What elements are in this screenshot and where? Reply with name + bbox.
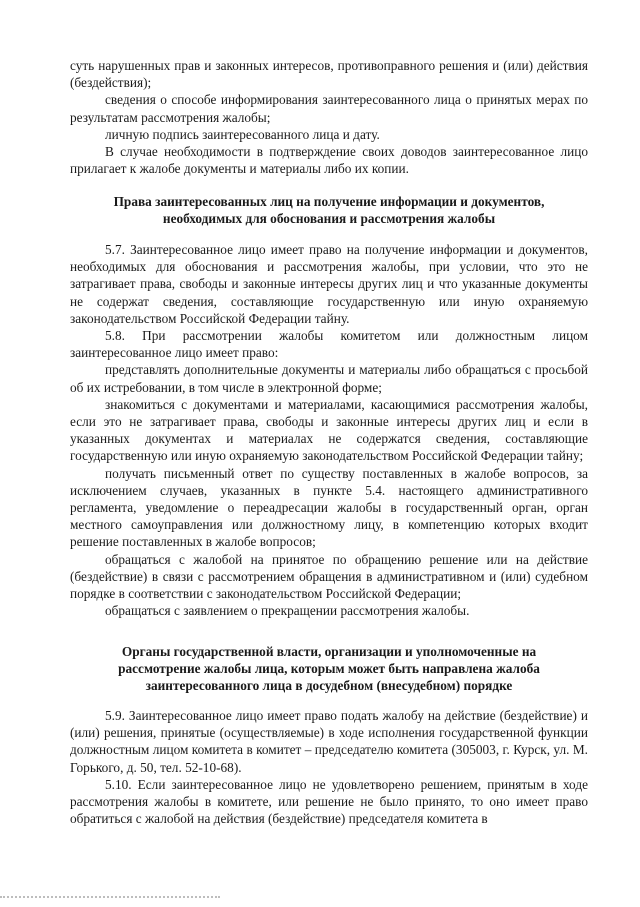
paragraph: 5.10. Если заинтересованное лицо не удовлетворено решением, принятым в ходе рассмотрения жалобы в комитете, или решение не было принято, то оно имеет право обратиться с жалобой на действия (бездействие) председателя комитета в bbox=[70, 776, 588, 827]
section-mid bbox=[70, 241, 588, 619]
section-bottom bbox=[70, 707, 588, 827]
paragraph: получать письменный ответ по существу поставленных в жалобе вопросов, за исключением случаев, указанных в пункте 5.4. настоящего административного регламента, уведомление о переадресации жалобы в государственный орган, орган местного самоуправления или должностному лицу, в компетенцию которых входит решение поставленных в жалобе вопросов; bbox=[70, 465, 588, 550]
heading-line: заинтересованного лица в досудебном (внесудебном) порядке bbox=[145, 678, 513, 694]
paragraph: В случае необходимости в подтверждение своих доводов заинтересованное лицо прилагает к жалобе документы и материалы либо их копии. bbox=[70, 144, 588, 177]
heading-line: Права заинтересованных лиц на получение информации и документов, bbox=[113, 194, 545, 209]
paragraph: суть нарушенных прав и законных интересов, противоправного решения и (или) действия (бездействия); bbox=[70, 58, 588, 91]
paragraph: 5.7. Заинтересованное лицо имеет право на получение информации и документов, необходимых для обоснования и рассмотрения жалобы, при условии, что это не затрагивает права, свободы и законные интересы других лиц и что указанные документы не содержат сведения, составляющие государственную или иную охраняемую законодательством Российской Федерации тайну. bbox=[70, 242, 588, 326]
paragraph: знакомиться с документами и материалами, касающимися рассмотрения жалобы, если это не затрагивает права, свободы и законные интересы других лиц и если в указанных документах и материалах не содержатся сведения, составляющие государственную или иную охраняемую законодательством Российской Федерации тайну; bbox=[70, 396, 588, 464]
paragraph: обращаться с жалобой на принятое по обращению решение или на действие (бездействие) в связи с рассмотрением обращения в административном и (или) судебном порядке в соответствии с законодательством Российской Федерации; bbox=[70, 551, 588, 602]
section-heading-rights bbox=[70, 193, 588, 227]
paragraph: сведения о способе информирования заинтересованного лица о принятых мерах по результатам рассмотрения жалобы; bbox=[70, 92, 588, 125]
section-heading bbox=[70, 193, 588, 227]
paragraph: обращаться с заявлением о прекращении рассмотрения жалобы. bbox=[105, 603, 470, 619]
section-top bbox=[70, 57, 588, 177]
scan-artifact-line bbox=[0, 896, 220, 907]
heading-line: необходимых для обоснования и рассмотрения жалобы bbox=[162, 211, 496, 227]
paragraph: представлять дополнительные документы и материалы либо обращаться с просьбой об их истребовании, в том числе в электронной форме; bbox=[70, 362, 588, 395]
paragraph: 5.8. При рассмотрении жалобы комитетом или должностным лицом заинтересованное лицо имеет право: bbox=[70, 328, 588, 361]
section-heading-organs bbox=[70, 643, 588, 695]
section-heading bbox=[70, 643, 588, 695]
paragraph: личную подпись заинтересованного лица и дату. bbox=[105, 126, 380, 142]
heading-line: рассмотрение жалобы лица, которым может быть направлена жалоба bbox=[118, 661, 540, 677]
heading-line: Органы государственной власти, организации и уполномоченные на bbox=[121, 644, 537, 659]
paragraph: 5.9. Заинтересованное лицо имеет право подать жалобу на действие (бездействие) и (или) решения, принятые (осуществляемые) в ходе исполнения государственной функции должностным лицом комитета в комитет – председателю комитета (305003, г. Курск, ул. М. Горького, д. 50, тел. 52-10-68). bbox=[70, 708, 588, 775]
